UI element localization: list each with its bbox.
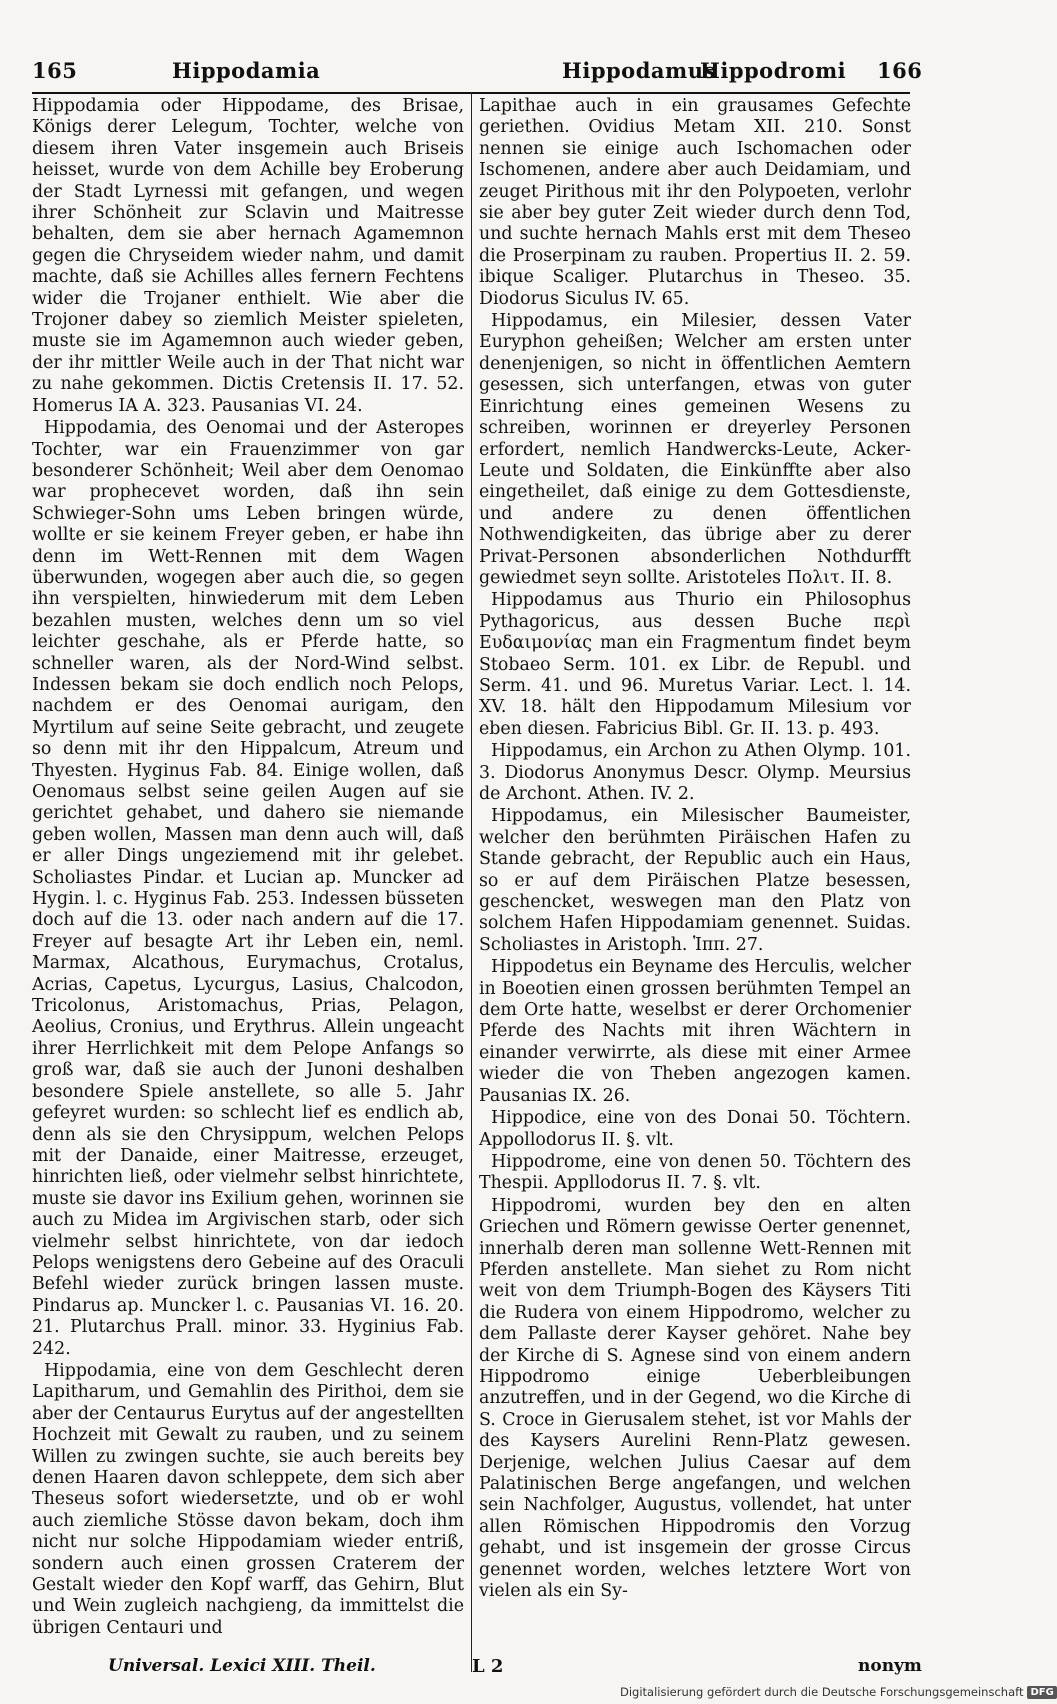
entry-hippodamus-1: Hippodamus, ein Milesier, dessen Vater Euryphon geheißen; Welcher am ersten unter denenjenigen, so nicht in öffentlichen Aemtern gesessen, sich unterfangen, etwas von guter Einrichtung eines gemeinen Wesens zu schreiben, worinnen er dreyerley Personen erfordert, nemlich Handwercks-Leute, Acker-Leute und Soldaten, die Einkünffte aber also eingetheilet, daß einige zu dem Gottesdienste, und andere zu denen öffentlichen Nothwendigkeiten, das übrige aber zu derer Privat-Personen absonderlichen Nothdurfft gewiedmet seyn sollte. Aristoteles Πολιτ. II. 8. [479, 311, 911, 588]
digitization-credit [620, 1683, 1057, 1701]
catchword: nonym [858, 1656, 922, 1676]
entry-hippodetus: Hippodetus ein Beyname des Herculis, welcher in Boeotien einen grossen berühmten Tempel an dem Orte hatte, weselbst er derer Orchomenier Pferde des Nachts mit ihren Wächtern in einander verwirrte, als diese mit einer Armee wieder die von Theben angezogen kamen. Pausanias IX. 26. [479, 957, 911, 1106]
entry-hippodamia-2: Hippodamia, des Oenomai und der Asteropes Tochter, war ein Frauenzimmer von gar besonderer Schönheit; Weil aber dem Oenomao war prophecevet worden, daß ihn sein Schwieger-Sohn ums Leben bringen würde, wollte er sie keinem Freyer geben, er habe ihn denn im Wett-Rennen mit dem Wagen überwunden, wogegen aber auch die, so gegen ihn verspielten, hinwiederum mit dem Leben bezahlen musten, welches denn um so viel leichter geschahe, als er Pferde hatte, so schneller waren, als der Nord-Wind selbst. Indessen bekam sie doch endlich noch Pelops, nachdem er des Oenomai aurigam, den Myrtilum auf seine Seite gebracht, und zeugete so denn mit ihr den Hippalcum, Atreum und Thyesten. Hyginus Fab. 84. Einige wollen, daß Oenomaus selbst seine geilen Augen auf sie gerichtet gehabet, und dahero sie niemande geben wollen, Massen man denn auch will, daß er aller Dings ungeziemend mit ihr gelebet. Scholiastes Pindar. et Lucian ap. Muncker ad Hygin. l. c. Hyginus Fab. 253. Indessen büsseten doch auf die 13. oder nach andern auf die 17. Freyer auf besagte Art ihr Leben ein, neml. Marmax, Alcathous, Eurymachus, Crotalus, Acrias, Capetus, Lycurgus, Lasius, Chalcodon, Tricolonus, Aristomachus, Prias, Pelagon, Aeolius, Cronius, und Erythrus. Allein ungeacht ihrer Herrlichkeit mit dem Pelope Anfangs so groß war, daß sie auch der Junoni deshalben besondere Spiele anstellete, so alle 5. Jahr gefeyret wurden: so schlecht lief es endlich ab, denn als sie den Chrysippum, welchen Pelops mit der Danaide, einer Maitresse, erzeuget, hinrichten ließ, oder vielmehr selbst hinrichtete, muste sie davor ins Exilium gehen, worinnen sie auch zu Midea im Argivischen starb, oder sich vielmehr selbst hinrichtete, von dar iedoch Pelops wenigstens dero Gebeine auf des Oraculi Befehl wieder zurück bringen lassen muste. Pindarus ap. Muncker l. c. Pausanias VI. 16. 20. 21. Plutarchus Prall. minor. 33. Hyginius Fab. 242. [32, 418, 464, 1359]
column-divider [471, 92, 472, 1672]
signature-mark: L 2 [472, 1656, 504, 1677]
left-column [32, 96, 464, 1639]
entry-hippodamus-3: Hippodamus, ein Archon zu Athen Olymp. 101. 3. Diodorus Anonymus Descr. Olymp. Meursius de Archont. Athen. IV. 2. [479, 741, 911, 804]
entry-hippodromi: Hippodromi, wurden bey den en alten Griechen und Römern gewisse Oerter genennet, innerhalb deren man sollenne Wett-Rennen mit Pferden anstellete. Man siehet zu Rom nicht weit von dem Triumph-Bogen des Käysers Titi die Rudera von einem Hippodromo, welcher zu dem Pallaste derer Kayser gehöret. Nahe bey der Kirche di S. Agnese sind von einem andern Hippodromo einige Ueberbleibungen anzutreffen, und in der Gegend, wo die Kirche di S. Croce in Gierusalem stehet, ist vor Mahls der des Kaysers Aurelini Renn-Platz gewesen. Derjenige, welchen Julius Caesar auf dem Palatinischen Berge angefangen, und welchen sein Nachfolger, Augustus, vollendet, hat unter allen Römischen Hippodromis den Vorzug gehabt, und ist insgemein der grosse Circus genennet worden, welches letztere Wort von vielen als ein Sy- [479, 1195, 911, 1602]
header-title-left: Hippodamia [172, 58, 321, 83]
entry-lapithae-continued: Lapithae auch in ein grausames Gefechte geriethen. Ovidius Metam XII. 210. Sonst nennen sie einige auch Ischomachen oder Ischomenen, andere aber auch Deidamiam, und zeuget Pirithous mit ihr den Polypoeten, verlohr sie aber bey guter Zeit wieder durch denn Tod, und suchte hernach Mahls erst mit dem Theseo die Proserpinam zu rauben. Propertius II. 2. 59. ibique Scaliger. Plutarchus in Theseo. 35. Diodorus Siculus IV. 65. [479, 96, 911, 309]
dfg-logo-icon: DFG [1027, 1686, 1056, 1699]
entry-hippodamia-3: Hippodamia, eine von dem Geschlecht deren Lapitharum, und Gemahlin des Pirithoi, dem sie aber der Centaurus Eurytus auf der angestellten Hochzeit mit Gewalt zu rauben, und zu seinem Willen zu zwingen suchte, sie auch bereits bey denen Haaren davon schleppete, dem sich aber Theseus sofort wiedersetzte, und ob er wohl auch ziemliche Stösse davon bekam, doch ihm nicht nur solche Hippodamiam wieder entriß, sondern auch einen grossen Craterem der Gestalt wieder den Kopf warff, das Gehirn, Blut und Wein zugleich nachgieng, da immittelst die übrigen Centauri und [32, 1360, 464, 1638]
running-header [32, 58, 923, 88]
page-number-left: 165 [32, 58, 78, 83]
entry-hippodrome: Hippodrome, eine von denen 50. Töchtern des Thespii. Appllodorus II. 7. §. vlt. [479, 1151, 911, 1194]
entry-hippodice: Hippodice, eine von des Donai 50. Töchtern. Appollodorus II. §. vlt. [479, 1108, 911, 1150]
entry-hippodamus-4: Hippodamus, ein Milesischer Baumeister, welcher den berühmten Piräischen Hafen zu Stande gebracht, der Republic auch ein Haus, so er auf dem Piräischen Platze besessen, geschencket, weswegen man den Platz von solchem Hafen Hippodamiam genennet. Suidas. Scholiastes in Aristoph. Ἱππ. 27. [479, 806, 911, 955]
page-number-right: 166 [877, 58, 923, 83]
right-column [479, 96, 911, 1602]
entry-hippodamia-1: Hippodamia oder Hippodame, des Brisae, Königs derer Lelegum, Tochter, welche von diesem ihren Vater insgemein auch Briseis heisset, wurde von dem Achille bey Eroberung der Stadt Lyrnessi mit gefangen, und wegen ihrer Schönheit zur Sclavin und Maitresse behalten, dem sie aber hernach Agamemnon gegen die Chryseidem wieder nahm, und damit machte, daß sie Achilles alles fernern Fechtens wider die Trojaner enthielt. Wie aber die Trojoner dabey so ziemlich Meister spieleten, muste sie im Agamemnon auch wieder geben, der ihr mittler Weile auch in der That nicht war zu nahe gekommen. Dictis Cretensis II. 17. 52. Homerus IA A. 323. Pausanias VI. 24. [32, 96, 464, 416]
credit-text: Digitalisierung gefördert durch die Deutsche Forschungsgemeinschaft [620, 1685, 1024, 1699]
header-title-right-2: Hippodromi [700, 58, 847, 83]
volume-footer: Universal. Lexici XIII. Theil. [108, 1656, 376, 1676]
header-title-right-1: Hippodamus [562, 58, 716, 83]
entry-hippodamus-2: Hippodamus aus Thurio ein Philosophus Pythagoricus, aus dessen Buche περὶ Ευδαιμονίας man ein Fragmentum findet beym Stobaeo Serm. 101. ex Libr. de Republ. und Serm. 41. und 96. Muretus Variar. Lect. l. 14. XV. 18. hält den Hippodamum Milesium vor eben diesen. Fabricius Bibl. Gr. II. 13. p. 493. [479, 590, 911, 739]
